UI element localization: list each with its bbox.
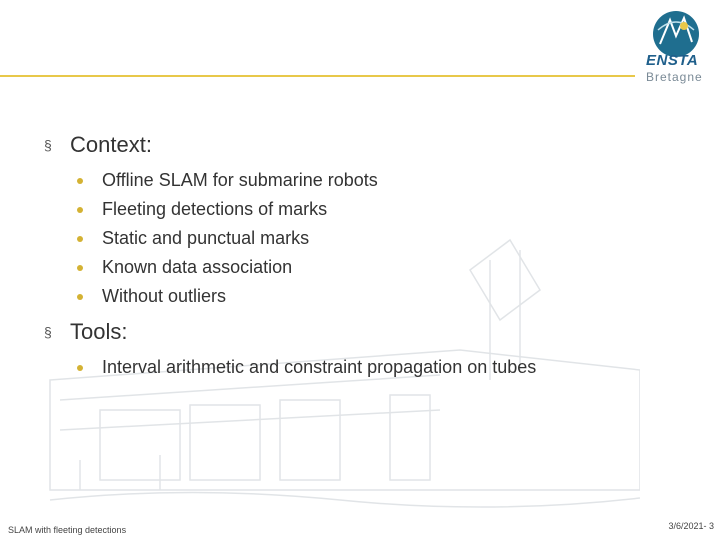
list-item — [44, 195, 644, 224]
item-text: Offline SLAM for submarine robots — [102, 170, 378, 190]
header-rule — [0, 75, 635, 77]
dot-bullet-icon — [77, 265, 83, 271]
square-bullet-icon: § — [44, 137, 52, 153]
list-item — [44, 353, 644, 382]
dot-bullet-icon — [77, 365, 83, 371]
dot-bullet-icon — [77, 207, 83, 213]
item-text: Without outliers — [102, 286, 227, 306]
item-text: Fleeting detections of marks — [102, 199, 328, 219]
list-item — [44, 166, 644, 195]
item-text: Static and punctual marks — [102, 228, 310, 248]
item-text: Known data association — [102, 257, 293, 277]
logo-bretagne-text: Bretagne — [646, 70, 703, 84]
square-bullet-icon: § — [44, 324, 52, 340]
list-item — [44, 253, 644, 282]
section-heading-tools — [44, 317, 644, 347]
dot-bullet-icon — [77, 294, 83, 300]
heading-text: Tools: — [70, 319, 128, 344]
list-item — [44, 224, 644, 253]
dot-bullet-icon — [77, 178, 83, 184]
item-text: Interval arithmetic and constraint propagation on tubes — [102, 357, 537, 377]
heading-text: Context: — [70, 132, 152, 157]
section-heading-context — [44, 130, 644, 160]
footer-title: SLAM with fleeting detections — [8, 525, 127, 535]
footer-date-page: 3/6/2021- 3 — [668, 521, 714, 531]
list-item — [44, 282, 644, 311]
logo-ensta-text: ENSTA — [646, 52, 699, 69]
slide-content — [44, 130, 644, 382]
dot-bullet-icon — [77, 236, 83, 242]
